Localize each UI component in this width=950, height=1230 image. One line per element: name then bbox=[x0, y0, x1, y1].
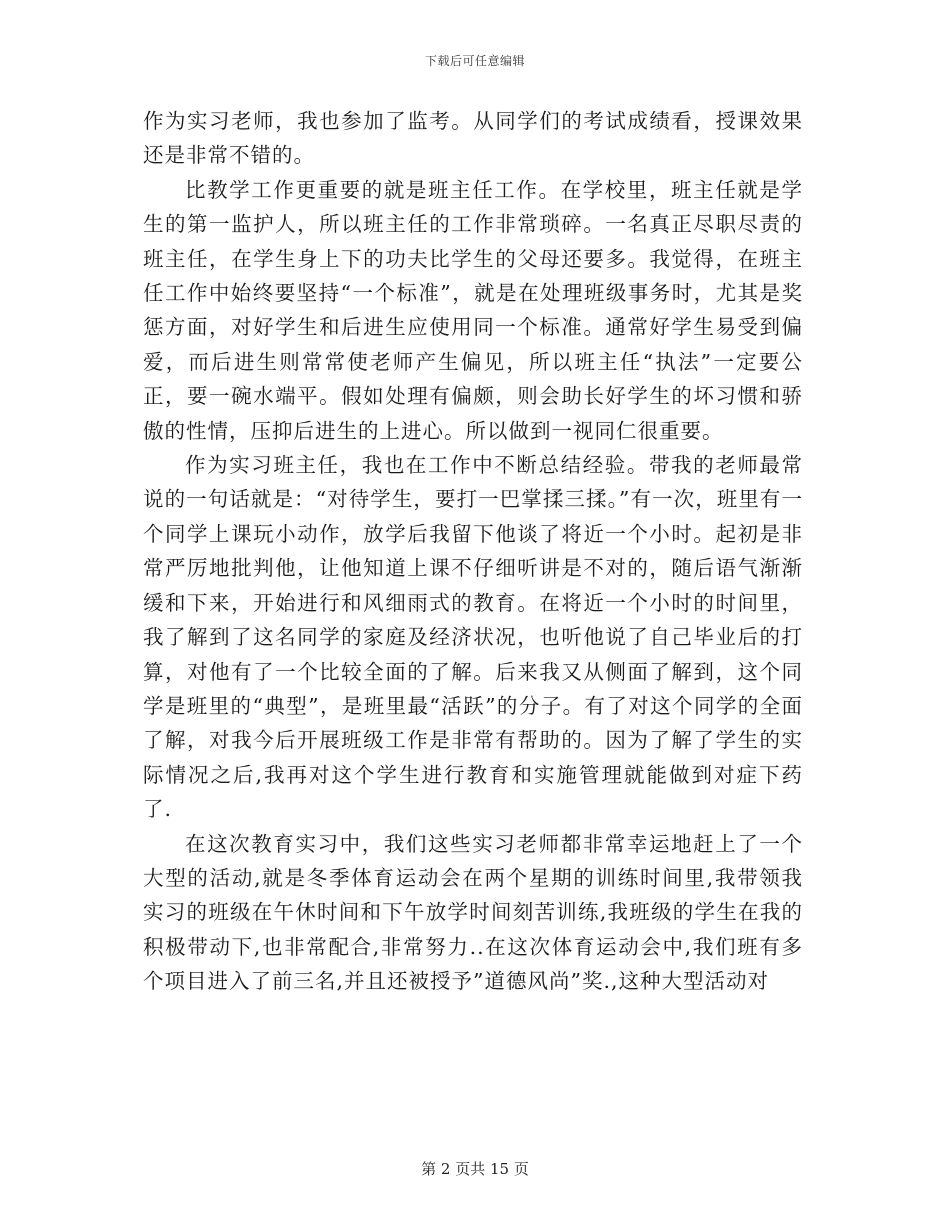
page-number: 第 2 页共 15 页 bbox=[421, 1160, 529, 1178]
paragraph-3: 作为实习班主任，我也在工作中不断总结经验。带我的老师最常说的一句话就是：“对待学生，要打一巴掌揉三揉。”有一次，班里有一个同学上课玩小动作，放学后我留下他谈了将近一个小时。起初是非常严厉地批判他，让他知道上课不仔细听讲是不对的，随后语气渐渐缓和下来，开始进行和风细雨式的教育。在将近一个小时的时间里，我了解到了这名同学的家庭及经济状况，也听他说了自己毕业后的打算，对他有了一个比较全面的了解。后来我又从侧面了解到，这个同学是班里的“典型”，是班里最“活跃”的分子。有了对这个同学的全面了解，对我今后开展班级工作是非常有帮助的。因为了解了学生的实际情况之后,我再对这个学生进行教育和实施管理就能做到对症下药了. bbox=[143, 453, 803, 822]
document-body bbox=[143, 104, 803, 999]
paragraph-1: 作为实习老师，我也参加了监考。从同学们的考试成绩看，授课效果还是非常不错的。 bbox=[143, 109, 803, 168]
paragraph-4: 在这次教育实习中，我们这些实习老师都非常幸运地赶上了一个大型的活动,就是冬季体育运动会在两个星期的训练时间里,我带领我实习的班级在午休时间和下午放学时间刻苦训练,我班级的学生在我的积极带动下,也非常配合,非常努力..在这次体育运动会中,我们班有多个项目进入了前三名,并且还被授予”道德风尚”奖.,这种大型活动对 bbox=[143, 831, 803, 994]
page-header: 下载后可任意编辑 bbox=[424, 54, 525, 68]
paragraph-2: 比教学工作更重要的就是班主任工作。在学校里，班主任就是学生的第一监护人，所以班主任的工作非常琐碎。一名真正尽职尽责的班主任，在学生身上下的功夫比学生的父母还要多。我觉得，在班主任工作中始终要坚持“一个标准”，就是在处理班级事务时，尤其是奖惩方面，对好学生和后进生应使用同一个标准。通常好学生易受到偏爱，而后进生则常常使老师产生偏见，所以班主任“执法”一定要公正，要一碗水端平。假如处理有偏颇，则会助长好学生的坏习惯和骄傲的性情，压抑后进生的上进心。所以做到一视同仁很重要。 bbox=[143, 177, 803, 443]
